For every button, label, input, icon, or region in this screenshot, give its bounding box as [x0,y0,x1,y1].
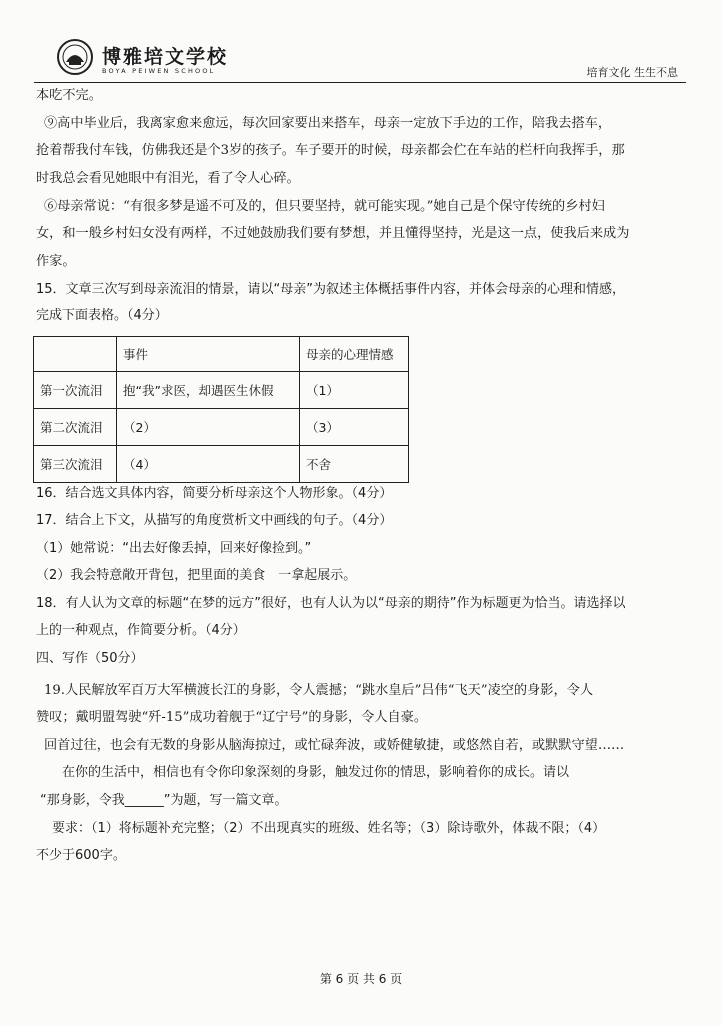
table-cell: 第一次流泪 [34,372,117,409]
writing-prompt-line: 赞叹；戴明盟驾驶“歼-15”成功着舰于“辽宁号”的身影，令人自豪。 [36,710,428,725]
table-cell: （4） [117,446,300,483]
table-cell: 不舍 [300,446,409,483]
section-title-writing: 四、写作（50分） [36,651,144,666]
writing-prompt-line: 19.人民解放军百万大军横渡长江的身影，令人震撼；“跳水皇后”吕伟“飞天”凌空的身影，令人 [44,683,594,698]
table-cell: （1） [300,372,409,409]
header-rule [34,82,686,83]
table-row [34,409,409,446]
school-name: 博雅培文学校 [102,46,229,68]
table-row [34,446,409,483]
school-name-en: BOYA PEIWEN SCHOOL [102,67,216,75]
table-cell: （2） [117,409,300,446]
school-motto: 培育文化 生生不息 [586,66,678,79]
question-15-cont: 完成下面表格。（4分） [36,308,168,323]
page-number: 第 6 页 共 6 页 [319,972,403,986]
answer-table [33,336,409,483]
passage-line: ⑨高中毕业后，我离家愈来愈远，每次回家要出来搭车，母亲一定放下手边的工作，陪我去搭车， [44,116,612,131]
table-cell: 第三次流泪 [34,446,117,483]
passage-line: 本吃不完。 [36,88,102,103]
question-17: 17．结合上下文，从描写的角度赏析文中画线的句子。（4分） [36,513,393,528]
table-cell: 抱“我”求医，却遇医生休假 [117,372,300,409]
writing-prompt-line: 在你的生活中，相信也有令你印象深刻的身影，触发过你的情思，影响着你的成长。请以 [62,765,570,780]
page-header [34,38,686,82]
table-cell: 第二次流泪 [34,409,117,446]
passage-line: 抢着帮我付车钱，仿佛我还是个3岁的孩子。车子要开的时候，母亲都会伫在车站的栏杆向我挥手，那 [36,143,625,158]
writing-requirements-cont: 不少于600字。 [36,848,126,863]
table-row [34,372,409,409]
passage-line: ⑥母亲常说：“有很多梦是遥不可及的，但只要坚持，就可能实现。”她自己是个保守传统的乡村妇 [44,199,605,214]
school-logo-icon [56,38,94,76]
table-cell: 母亲的心理情感 [300,337,409,372]
question-17-item-1: （1）她常说：“出去好像丢掉，回来好像捡到。” [36,541,312,556]
writing-requirements: 要求：（1）将标题补充完整；（2）不出现真实的班级、姓名等；（3）除诗歌外，体裁不限；（4） [52,821,606,836]
question-16: 16．结合选文具体内容，简要分析母亲这个人物形象。（4分） [36,486,393,501]
question-15: 15．文章三次写到母亲流泪的情景，请以“母亲”为叙述主体概括事件内容，并体会母亲的心理和情感， [36,282,626,297]
table-cell: 事件 [117,337,300,372]
table-cell: （3） [300,409,409,446]
table-header-row [34,337,409,372]
writing-prompt-line: 回首过往，也会有无数的身影从脑海掠过，或忙碌奔波，或娇健敏捷，或悠然自若，或默默守望…… [44,738,625,753]
table-cell [34,337,117,372]
question-18: 18．有人认为文章的标题“在梦的远方”很好，也有人认为以“母亲的期待”作为标题更为恰当。请选择以 [36,596,626,611]
passage-line: 女，和一般乡村妇女没有两样，不过她鼓励我们要有梦想，并且懂得坚持，光是这一点，使我后来成为 [36,226,630,241]
passage-line: 作家。 [36,254,76,269]
question-17-item-2: （2）我会特意敞开背包，把里面的美食 一拿起展示。 [36,568,357,583]
writing-prompt-line: “那身影，令我______”为题，写一篇文章。 [40,793,288,808]
passage-line: 时我总会看见她眼中有泪光，看了令人心碎。 [36,171,300,186]
question-18-cont: 上的一种观点，作简要分析。（4分） [36,623,246,638]
